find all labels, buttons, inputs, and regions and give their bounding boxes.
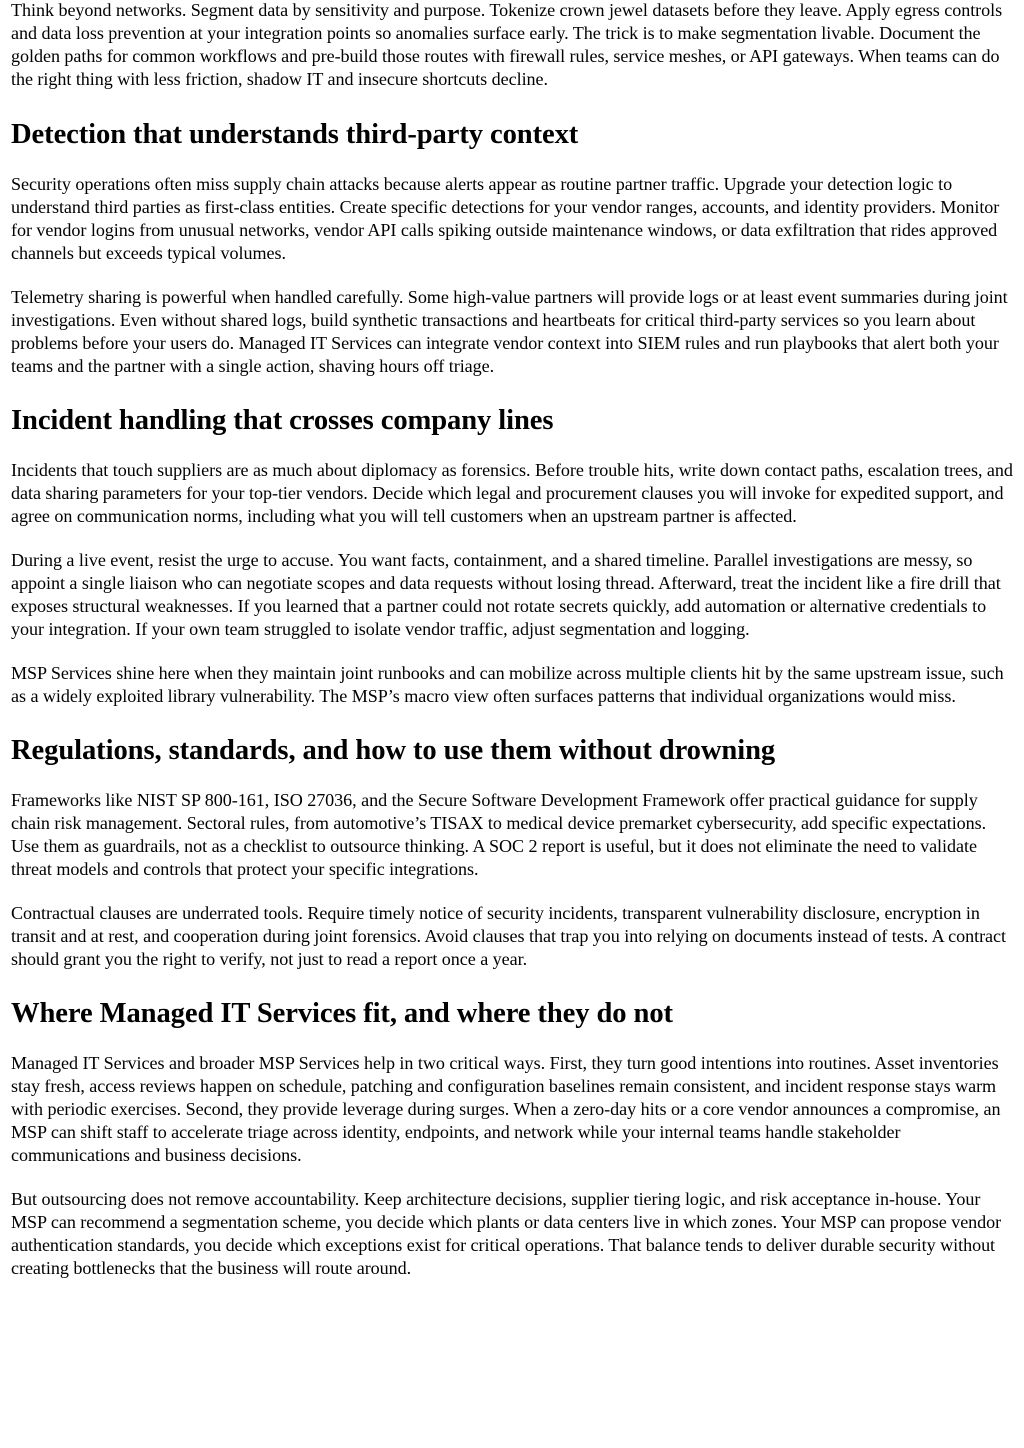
paragraph-incident-2: During a live event, resist the urge to accuse. You want facts, containment, and a shared timeline. Parallel investigations are messy, so appoint a single liaison who can negotiate scopes and data requests without losing thread. Afterward, treat the incident like a fire drill that exposes structural weaknesses. If you learned that a partner could not rotate secrets quickly, add automation or alternative credentials to your integration. If your own team struggled to isolate vendor traffic, adjust segmentation and logging. [11,550,1001,639]
paragraph-segmentation: Think beyond networks. Segment data by sensitivity and purpose. Tokenize crown jewel datasets before they leave. Apply egress controls and data loss prevention at your integration points so anomalies surface early. The trick is to make segmentation livable. Document the golden paths for common workflows and pre-build those routes with firewall rules, service meshes, or API gateways. When teams can do the right thing with less friction, shadow IT and insecure shortcuts decline. [11,0,1003,89]
heading-incident-handling: Incident handling that crosses company lines [11,405,554,436]
paragraph-detection-2: Telemetry sharing is powerful when handled carefully. Some high-value partners will provide logs or at least event summaries during joint investigations. Even without shared logs, build synthetic transactions and heartbeats for critical third-party services so you learn about problems before your users do. Managed IT Services can integrate vendor context into SIEM rules and run playbooks that alert both your teams and the partner with a single action, shaving hours off triage. [11,287,1008,376]
heading-managed-it: Where Managed IT Services fit, and where they do not [11,998,673,1029]
paragraph-managed-it-1: Managed IT Services and broader MSP Services help in two critical ways. First, they turn good intentions into routines. Asset inventories stay fresh, access reviews happen on schedule, patching and configuration baselines remain consistent, and incident response stays warm with periodic exercises. Second, they provide leverage during surges. When a zero-day hits or a core vendor announces a compromise, an MSP can shift staff to accelerate triage across identity, endpoints, and network while your internal teams handle stakeholder communications and business decisions. [11,1053,1001,1165]
heading-regulations: Regulations, standards, and how to use them without drowning [11,735,776,766]
paragraph-detection-1: Security operations often miss supply chain attacks because alerts appear as routine partner traffic. Upgrade your detection logic to understand third parties as first-class entities. Create specific detections for your vendor ranges, accounts, and identity providers. Monitor for vendor logins from unusual networks, vendor API calls spiking outside maintenance windows, or data exfiltration that rides approved channels but exceeds typical volumes. [11,174,1000,263]
paragraph-managed-it-2: But outsourcing does not remove accountability. Keep architecture decisions, supplier tiering logic, and risk acceptance in-house. Your MSP can recommend a segmentation scheme, you decide which plants or data centers live in which zones. Your MSP can propose vendor authentication standards, you decide which exceptions exist for critical operations. That balance tends to deliver durable security without creating bottlenecks that the business will route around. [11,1189,1002,1278]
paragraph-incident-1: Incidents that touch suppliers are as much about diplomacy as forensics. Before trouble hits, write down contact paths, escalation trees, and data sharing parameters for your top-tier vendors. Decide which legal and procurement clauses you will invoke for expedited support, and agree on communication norms, including what you will tell customers when an upstream partner is affected. [11,460,1013,526]
paragraph-incident-3: MSP Services shine here when they maintain joint runbooks and can mobilize across multiple clients hit by the same upstream issue, such as a widely exploited library vulnerability. The MSP’s macro view often surfaces patterns that individual organizations would miss. [11,663,1004,706]
heading-detection: Detection that understands third-party context [11,119,579,150]
paragraph-regulations-1: Frameworks like NIST SP 800-161, ISO 27036, and the Secure Software Development Framework offer practical guidance for supply chain risk management. Sectoral rules, from automotive’s TISAX to medical device premarket cybersecurity, add specific expectations. Use them as guardrails, not as a checklist to outsource thinking. A SOC 2 report is useful, but it does not eliminate the need to validate threat models and controls that protect your specific integrations. [11,790,987,879]
paragraph-regulations-2: Contractual clauses are underrated tools. Require timely notice of security incidents, transparent vulnerability disclosure, encryption in transit and at rest, and cooperation during joint forensics. Avoid clauses that trap you into relying on documents instead of tests. A contract should grant you the right to verify, not just to read a report once a year. [11,903,1006,969]
